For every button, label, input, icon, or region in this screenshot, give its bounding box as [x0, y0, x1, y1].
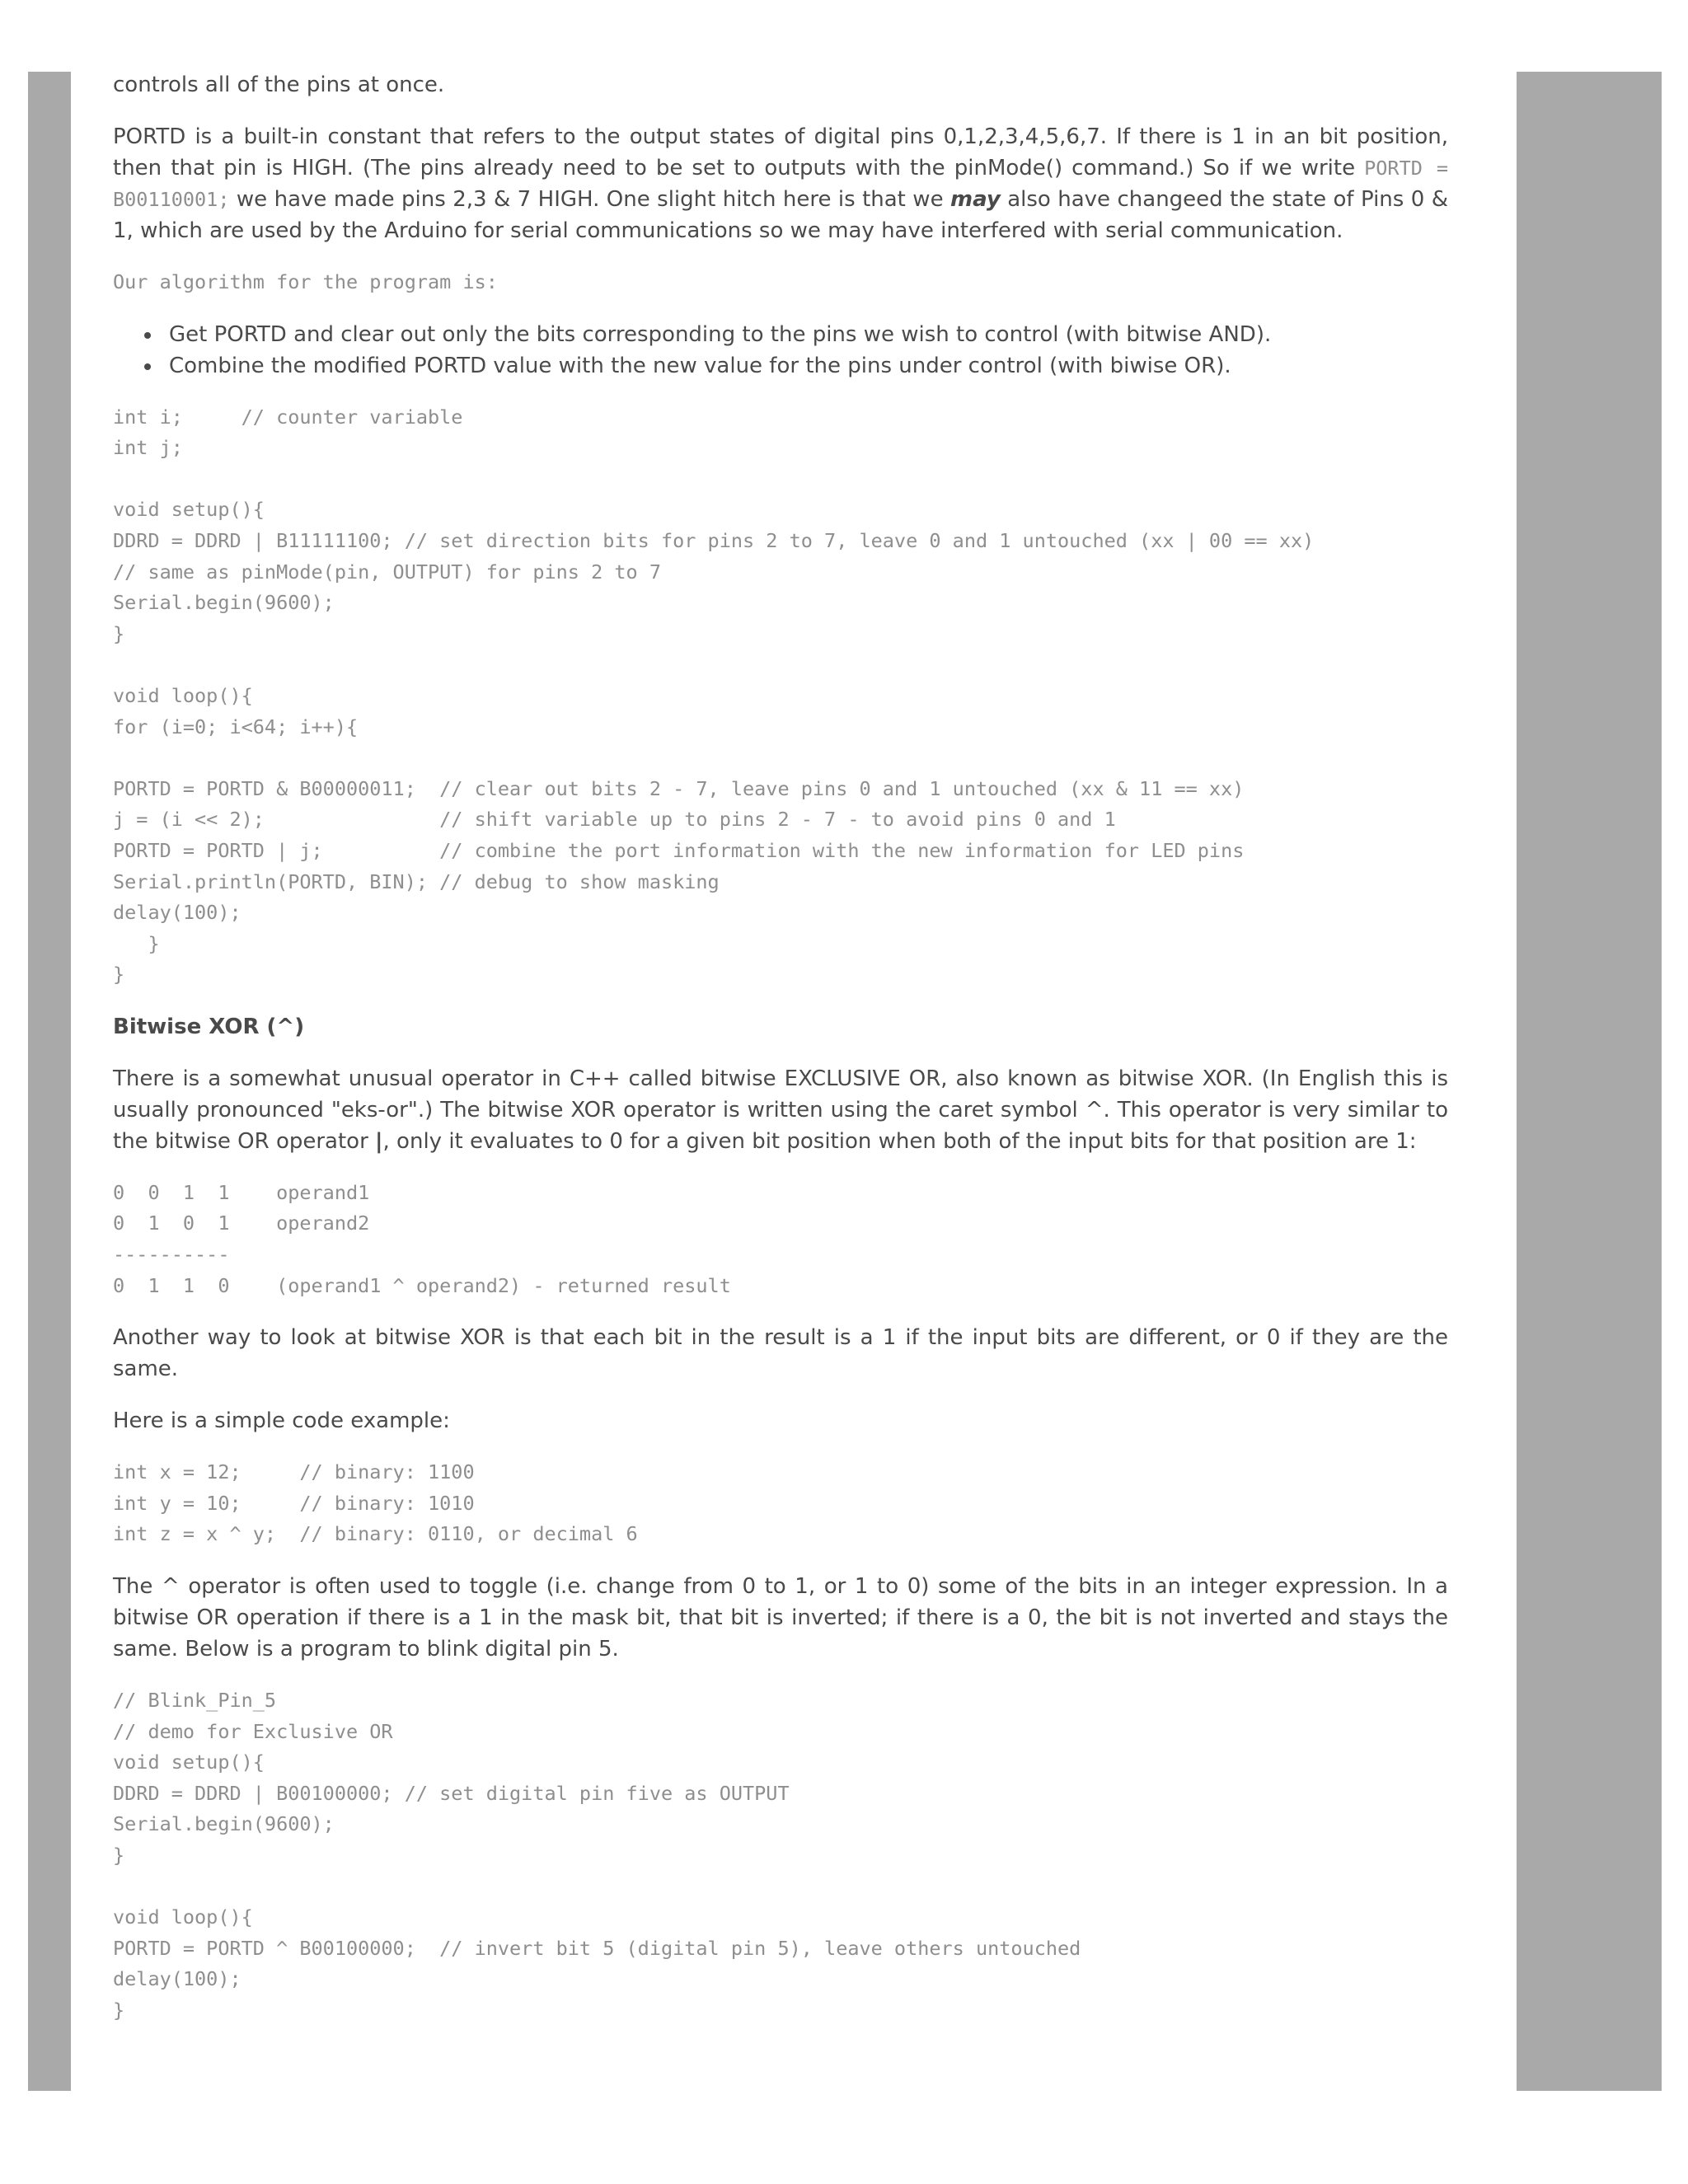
toggle-paragraph: The ^ operator is often used to toggle (i.e. change from 0 to 1, or 1 to 0) some of the bits in an integer expression. In a bitwise OR operation if there is a 1 in the mask bit, that bit is inverted; if there is a 0, the bit is not inverted and stays the same. Below is a program to blink digital pin 5.: [113, 1574, 1448, 1662]
portd-paragraph: PORTD is a built-in constant that refers to the output states of digital pins 0,1,2,3,4,5,6,7. If there is 1 in an bit position, then that pin is HIGH. (The pins already need to be set to outputs with the pinMode() command.) So if we write PORTD = B00110001; we have made pins 2,3 & 7 HIGH. One slight hitch here is that we may also have changeed the state of Pins 0 & 1, which are used by the Arduino for serial communications so we may have interfered with serial communication.: [113, 124, 1449, 243]
emphasis: may: [950, 187, 1001, 212]
list-item: • Get PORTD and clear out only the bits corresponding to the pins we wish to control (with bitwise AND).: [162, 319, 1448, 350]
intro-line: controls all of the pins at once.: [113, 73, 445, 97]
example-intro: Here is a simple code example:: [113, 1408, 450, 1434]
list-item: • Combine the modified PORTD value with the new value for the pins under control (with biwise OR).: [162, 350, 1448, 382]
algorithm-list: [113, 319, 1448, 382]
document-body: [113, 69, 1448, 2027]
pipe-symbol: |: [375, 1128, 383, 1154]
section-heading-xor: Bitwise XOR (^): [113, 1014, 305, 1039]
xor-truth-table: 0 0 1 1 operand1 0 1 0 1 operand2 ---------- 0 1 1 0 (operand1 ^ operand2) - returned result: [113, 1180, 731, 1297]
left-margin-bar: [28, 72, 71, 2091]
algorithm-heading: Our algorithm for the program is:: [113, 270, 498, 293]
right-margin-bar: [1517, 72, 1662, 2091]
code-block-blink: // Blink_Pin_5 // demo for Exclusive OR void setup(){ DDRD = DDRD | B00100000; // set digital pin five as OUTPUT Serial.begin(9600); } void loop(){ PORTD = PORTD ^ B00100000; // invert bit 5 (digital pin 5), leave others untouched delay(100); }: [113, 1689, 1081, 2022]
inline-code: PORTD = B00110001;: [113, 157, 1448, 211]
code-block-portd: int i; // counter variable int j; void setup(){ DDRD = DDRD | B11111100; // set direction bits for pins 2 to 7, leave 0 and 1 untouched (xx | 00 == xx) // same as pinMode(pin, OUTPUT) for pins 2 to 7 Serial.begin(9600); } void loop(){ for (i=0; i<64; i++){ PORTD = PORTD & B00000011; // clear out bits 2 - 7, leave pins 0 and 1 untouched (xx & 11 == xx) j = (i << 2); // shift variable up to pins 2 - 7 - to avoid pins 0 and 1 PORTD = PORTD | j; // combine the port information with the new information for LED pins Serial.println(PORTD, BIN); // debug to show masking delay(100); } }: [113, 405, 1315, 987]
xor-intro-paragraph: There is a somewhat unusual operator in C++ called bitwise EXCLUSIVE OR, also known as bitwise XOR. (In English this is usually pronounced "eks-or".) The bitwise XOR operator is written using the caret symbol ^. This operator is very similar to the bitwise OR operator |, only it evaluates to 0 for a given bit position when both of the input bits for that position are 1:: [113, 1066, 1448, 1154]
example-code: int x = 12; // binary: 1100 int y = 10; // binary: 1010 int z = x ^ y; // binary: 0110, or decimal 6: [113, 1460, 638, 1546]
xor-explain-paragraph: Another way to look at bitwise XOR is that each bit in the result is a 1 if the input bits are different, or 0 if they are the same.: [113, 1325, 1448, 1382]
